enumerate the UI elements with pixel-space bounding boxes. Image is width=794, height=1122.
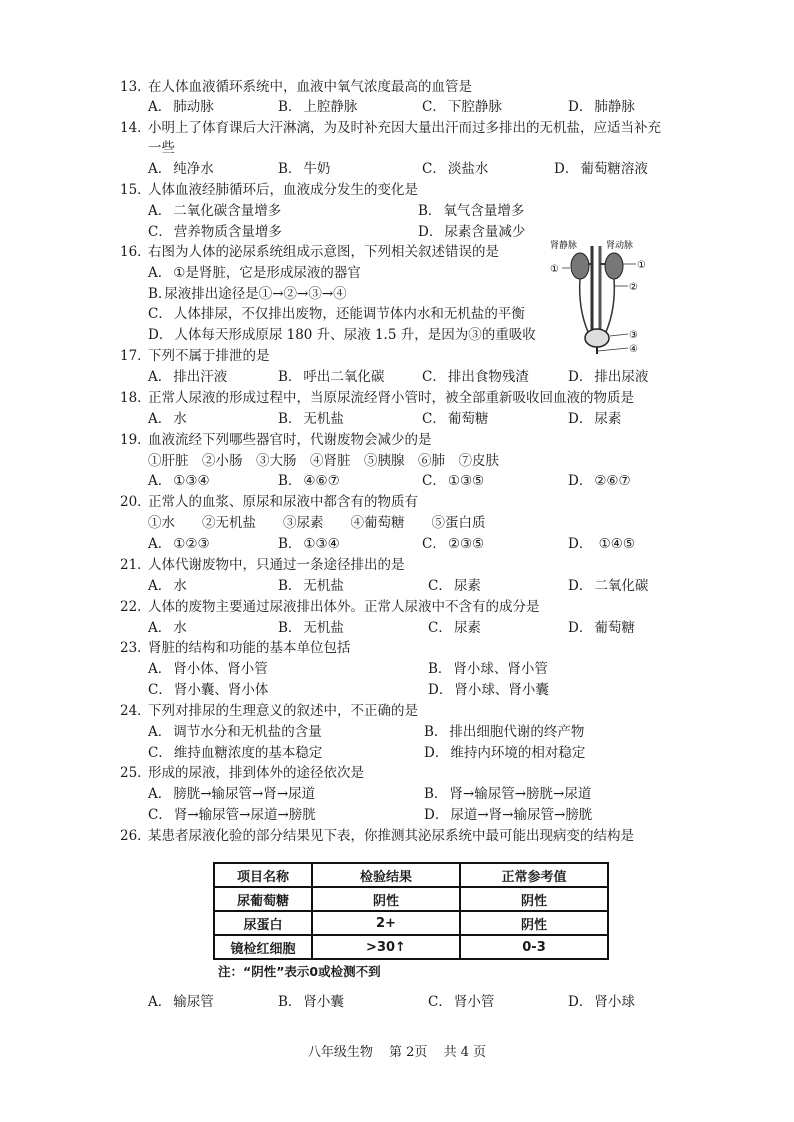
question-17: 17．下列不属于排泄的是 [120,348,270,364]
table-cell: 2+ [312,911,460,935]
option-18-c: C． 葡萄糖 [422,411,489,427]
table-cell: 0-3 [460,935,608,959]
option-25-d: D． 尿道→肾→输尿管→膀胱 [424,807,593,823]
table-header-row [214,863,608,887]
footer-page: 第 2页 [389,1045,428,1060]
label-circle-3: ③ [629,330,638,341]
option-26-d: D． 肾小球 [568,994,635,1010]
question-14: 14．小明上了体育课后大汗淋漓，为及时补充因大量出汗而过多排出的无机盐，应适当补充 [120,120,661,136]
option-17-c: C． 排出食物残渣 [422,369,529,385]
option-19-c: C． ①③⑤ [422,473,485,489]
option-14-c: C． 淡盐水 [422,161,489,177]
option-24-d: D． 维持内环境的相对稳定 [424,745,586,761]
question-16: 16．右图为人体的泌尿系统组成示意图，下列相关叙述错误的是 [120,244,499,260]
table-cell: 阴性 [460,911,608,935]
option-25-c: C． 肾→输尿管→尿道→膀胱 [148,807,316,823]
option-16-a: A． ①是肾脏，它是形成尿液的器官 [148,265,361,281]
option-16-d: D． 人体每天形成原尿 180 升、尿液 1.5 升，是因为③的重吸收 [148,327,536,343]
option-16-b: B. 尿液排出途径是①→②→③→④ [148,286,347,302]
option-19-a: A． ①③④ [148,473,210,489]
table-note: 注：“阴性”表示0或检测不到 [218,964,381,979]
table-header-cell: 项目名称 [214,863,312,887]
question-21: 21．人体代谢废物中，只通过一条途径排出的是 [120,557,405,573]
option-21-c: C． 尿素 [428,578,481,594]
footer-subject: 八年级生物 [307,1045,373,1060]
question-14-continued: 一些 [148,140,175,156]
question-25: 25．形成的尿液，排到体外的途径依次是 [120,765,364,781]
option-15-d: D． 尿素含量减少 [418,224,526,240]
option-24-b: B． 排出细胞代谢的终产物 [424,724,585,740]
table-row [214,887,608,911]
table-cell: >30↑ [312,935,460,959]
option-20-a: A． ①②③ [148,536,210,552]
option-22-a: A． 水 [148,620,187,636]
option-13-b: B． 上腔静脉 [278,99,358,115]
option-23-d: D． 肾小球、肾小囊 [428,682,549,698]
option-24-c: C． 维持血糖浓度的基本稳定 [148,745,323,761]
option-21-b: B． 无机盐 [278,578,344,594]
table-cell: 尿蛋白 [214,911,312,935]
label-renal-artery: 肾动脉 [606,241,634,251]
page-footer [0,1041,794,1060]
table-header-cell: 正常参考值 [460,863,608,887]
option-19-b: B． ④⑥⑦ [278,473,340,489]
option-24-a: A． 调节水分和无机盐的含量 [148,724,322,740]
question-24: 24．下列对排尿的生理意义的叙述中，不正确的是 [120,703,418,719]
label-circle-2: ② [629,282,638,293]
option-26-c: C． 肾小管 [428,994,495,1010]
option-20-d: D． ①④⑤ [568,536,635,552]
question-19: 19．血液流经下列哪些器官时，代谢废物会减少的是 [120,432,432,448]
question-20-items: ①水 ②无机盐 ③尿素 ④葡萄糖 ⑤蛋白质 [148,515,486,531]
option-23-b: B． 肾小球、肾小管 [428,661,548,677]
table-row [214,935,608,959]
right-ureter-line [606,279,614,332]
question-13: 13．在人体血液循环系统中，血液中氧气浓度最高的血管是 [120,79,472,95]
option-23-c: C． 肾小囊、肾小体 [148,682,269,698]
left-ureter-line [580,279,588,332]
option-21-a: A． 水 [148,578,187,594]
label-renal-vein: 肾静脉 [550,241,578,251]
option-13-d: D． 肺静脉 [568,99,635,115]
option-18-b: B． 无机盐 [278,411,344,427]
option-13-a: A． 肺动脉 [148,99,214,115]
urinalysis-table [213,862,609,960]
question-15: 15．人体血液经肺循环后，血液成分发生的变化是 [120,182,418,198]
option-18-d: D． 尿素 [568,411,622,427]
option-22-b: B． 无机盐 [278,620,344,636]
option-17-d: D． 排出尿液 [568,369,649,385]
label-circle-1: ① [637,260,646,271]
option-13-c: C． 下腔静脉 [422,99,502,115]
urinary-system-diagram [548,238,656,356]
option-21-d: D． 二氧化碳 [568,578,649,594]
option-17-b: B． 呼出二氧化碳 [278,369,385,385]
question-19-items: ①肝脏 ②小肠 ③大肠 ④肾脏 ⑤胰腺 ⑥肺 ⑦皮肤 [148,453,499,469]
option-23-a: A． 肾小体、肾小管 [148,661,268,677]
option-16-c: C． 人体排尿，不仅排出废物，还能调节体内水和无机盐的平衡 [148,306,525,322]
option-19-d: D． ②⑥⑦ [568,473,631,489]
question-23: 23．肾脏的结构和功能的基本单位包括 [120,640,351,656]
footer-total: 共 4 页 [443,1045,487,1060]
table-cell: 尿葡萄糖 [214,887,312,911]
label-circle-1-left: ① [550,264,559,275]
table-header-cell: 检验结果 [312,863,460,887]
label-circle-4: ④ [629,344,638,355]
option-25-a: A． 膀胱→输尿管→肾→尿道 [148,786,316,802]
option-26-b: B． 肾小囊 [278,994,344,1010]
option-15-c: C． 营养物质含量增多 [148,224,282,240]
option-20-c: C． ②③⑤ [422,536,485,552]
option-14-a: A． 纯净水 [148,161,214,177]
leader-line [598,348,628,351]
leader-line [610,334,628,336]
option-18-a: A． 水 [148,411,187,427]
option-15-b: B． 氧气含量增多 [418,203,525,219]
question-26: 26．某患者尿液化验的部分结果见下表，你推测其泌尿系统中最可能出现病变的结构是 [120,828,634,844]
right-kidney-shape [605,253,623,279]
option-26-a: A． 输尿管 [148,994,214,1010]
question-22: 22．人体的废物主要通过尿液排出体外。正常人尿液中不含有的成分是 [120,599,540,615]
table-cell: 镜检红细胞 [214,935,312,959]
option-25-b: B． 肾→输尿管→膀胱→尿道 [424,786,592,802]
table-cell: 阴性 [460,887,608,911]
table-cell: 阴性 [312,887,460,911]
bladder-shape [585,329,609,347]
option-22-c: C． 尿素 [428,620,481,636]
option-14-d: D． 葡萄糖溶液 [554,161,648,177]
question-18: 18．正常人尿液的形成过程中，当原尿流经肾小管时，被全部重新吸收回血液的物质是 [120,390,634,406]
option-17-a: A． 排出汗液 [148,369,228,385]
option-20-b: B． ①③④ [278,536,340,552]
option-14-b: B． 牛奶 [278,161,331,177]
table-row [214,911,608,935]
option-22-d: D． 葡萄糖 [568,620,635,636]
question-20: 20．正常人的血浆、原尿和尿液中都含有的物质有 [120,494,418,510]
option-15-a: A． 二氧化碳含量增多 [148,203,282,219]
left-kidney-shape [571,253,589,279]
